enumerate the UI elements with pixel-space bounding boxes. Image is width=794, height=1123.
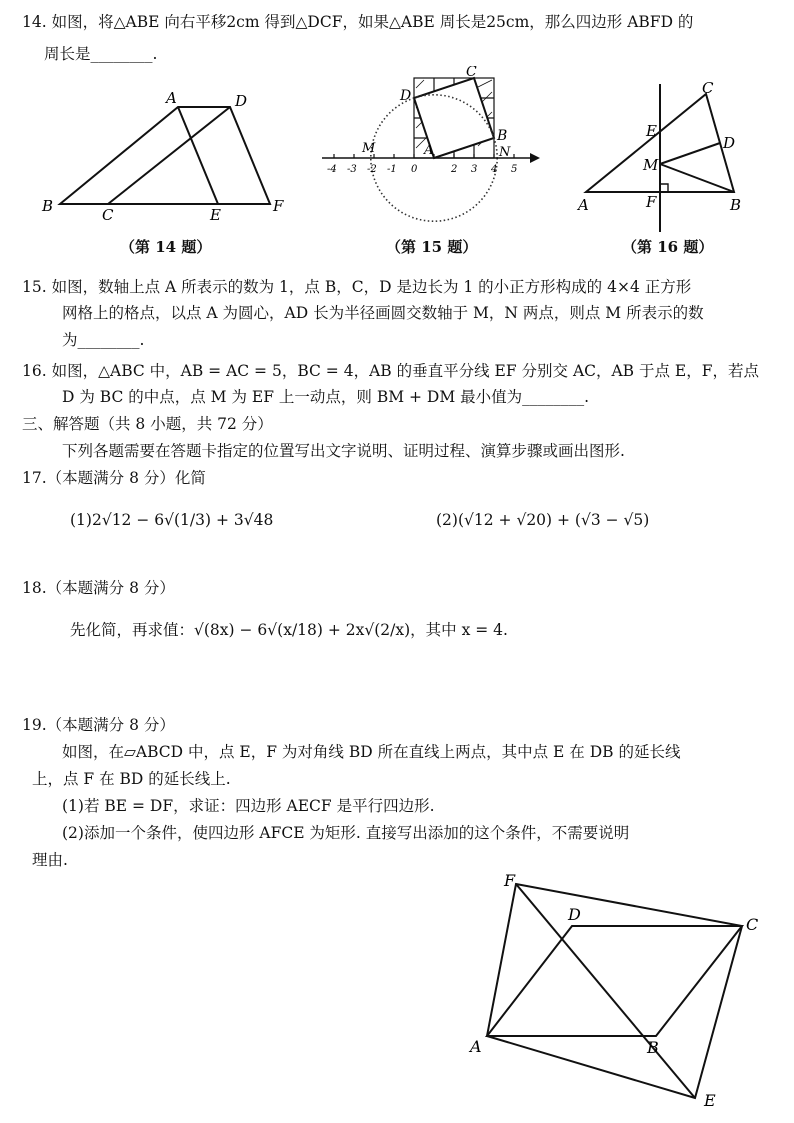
fig15-label-M: M bbox=[362, 141, 376, 156]
q19-line2: 上，点 F 在 BD 的延长线上. bbox=[32, 770, 231, 788]
fig14-label-A: A bbox=[166, 89, 177, 107]
q15-line2: 网格上的格点，以点 A 为圆心，AD 长为半径画圆交数轴于 M，N 两点，则点 M 所表示的数 bbox=[62, 304, 704, 322]
fig16-label-E: E bbox=[646, 122, 657, 140]
q19-line4: (2)添加一个条件，使四边形 AFCE 为矩形. 直接写出添加的这个条件，不需要说明 bbox=[62, 824, 630, 842]
fig14-label-F: F bbox=[273, 197, 284, 215]
figure-15 bbox=[318, 66, 548, 241]
fig14-label-D: D bbox=[235, 92, 248, 110]
fig15-tick: -3 bbox=[347, 164, 357, 175]
fig14-caption: （第 14 题） bbox=[120, 238, 212, 256]
fig15-caption: （第 15 题） bbox=[386, 238, 478, 256]
fig15-tick: 2 bbox=[451, 164, 458, 175]
q19-line5: 理由. bbox=[32, 851, 68, 869]
fig16-label-F: F bbox=[646, 193, 657, 211]
fig15-tick: 4 bbox=[491, 164, 498, 175]
fig15-axis-arrow bbox=[530, 153, 540, 163]
figure-14 bbox=[30, 82, 300, 232]
q15-line3: 为________. bbox=[62, 331, 145, 349]
fig15-label-A: A bbox=[424, 143, 434, 158]
section3-instruction: 下列各题需要在答题卡指定的位置写出文字说明、证明过程、演算步骤或画出图形. bbox=[62, 442, 625, 460]
fig15-tick: -1 bbox=[387, 164, 397, 175]
fig14-label-B: B bbox=[42, 197, 54, 215]
figure-16 bbox=[572, 82, 772, 232]
fig15-label-B: B bbox=[497, 128, 508, 144]
fig15-label-N: N bbox=[499, 145, 511, 160]
q18-title: 18.（本题满分 8 分） bbox=[22, 579, 175, 597]
fig15-tick: -2 bbox=[367, 164, 377, 175]
q19-line1: 如图，在▱ABCD 中，点 E，F 为对角线 BD 所在直线上两点，其中点 E 在 DB 的延长线 bbox=[62, 743, 681, 761]
fig15-tick-labels bbox=[327, 164, 517, 175]
q19-line3: (1)若 BE = DF，求证：四边形 AECF 是平行四边形. bbox=[62, 797, 435, 815]
figure-19 bbox=[462, 866, 782, 1116]
fig15-label-C: C bbox=[466, 66, 477, 80]
fig16-label-C: C bbox=[702, 82, 714, 97]
fig15-tick: 0 bbox=[411, 164, 418, 175]
fig19-label-E: E bbox=[704, 1091, 716, 1110]
q17-part1: (1)2√12 − 6√(1/3) + 3√48 bbox=[70, 511, 274, 529]
fig19-label-A: A bbox=[470, 1037, 482, 1056]
section3-title: 三、解答题（共 8 小题，共 72 分） bbox=[22, 415, 273, 433]
q19-title: 19.（本题满分 8 分） bbox=[22, 716, 175, 734]
fig16-label-M: M bbox=[643, 156, 659, 174]
fig16-label-B: B bbox=[730, 196, 742, 214]
fig19-lines bbox=[487, 884, 742, 1098]
fig15-tick: 3 bbox=[471, 164, 478, 175]
fig19-label-D: D bbox=[568, 905, 581, 924]
fig16-caption: （第 16 题） bbox=[622, 238, 714, 256]
q18-body: 先化简，再求值：√(8x) − 6√(x/18) + 2x√(2/x)，其中 x = 4. bbox=[70, 621, 508, 639]
q16-line1: 16. 如图，△ABC 中，AB = AC = 5，BC = 4，AB 的垂直平分线 EF 分别交 AC，AB 于点 E，F，若点 bbox=[22, 362, 760, 380]
fig15-tick: 5 bbox=[511, 164, 518, 175]
fig19-label-C: C bbox=[746, 915, 759, 934]
fig19-label-F: F bbox=[504, 871, 516, 890]
q17-title: 17.（本题满分 8 分）化简 bbox=[22, 469, 206, 487]
figure-14-lines bbox=[60, 107, 270, 204]
fig15-label-D: D bbox=[400, 88, 412, 104]
q16-line2: D 为 BC 的中点，点 M 为 EF 上一动点，则 BM + DM 最小值为________. bbox=[62, 388, 590, 406]
fig16-label-D: D bbox=[723, 134, 736, 152]
fig19-label-B: B bbox=[647, 1038, 659, 1057]
fig16-lines bbox=[586, 84, 734, 232]
fig15-tick: -4 bbox=[327, 164, 337, 175]
q14-line2: 周长是________. bbox=[44, 45, 158, 63]
fig16-label-A: A bbox=[578, 196, 589, 214]
fig14-label-E: E bbox=[210, 206, 221, 224]
fig14-label-C: C bbox=[102, 206, 114, 224]
q15-line1: 15. 如图，数轴上点 A 所表示的数为 1，点 B，C，D 是边长为 1 的小正方形构成的 4×4 正方形 bbox=[22, 278, 692, 296]
q17-part2: (2)(√12 + √20) + (√3 − √5) bbox=[436, 511, 650, 529]
q14-line1: 14. 如图，将△ABE 向右平移2cm 得到△DCF，如果△ABE 周长是25cm，那么四边形 ABFD 的 bbox=[22, 13, 694, 31]
